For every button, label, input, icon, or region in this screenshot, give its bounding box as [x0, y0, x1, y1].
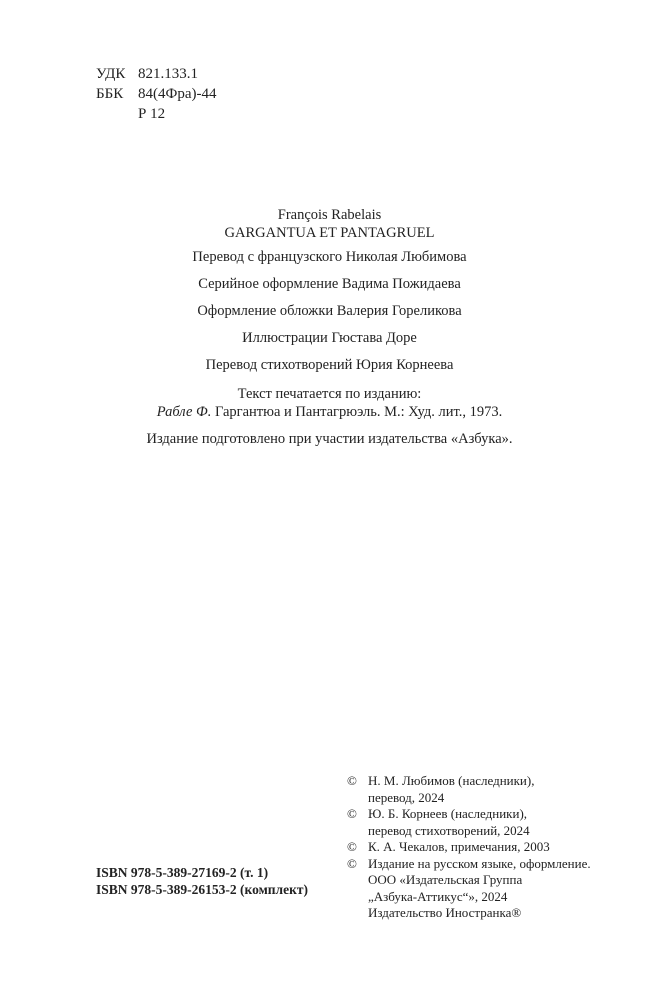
source-edition-citation	[0, 403, 659, 421]
original-title-block	[0, 206, 659, 242]
author-mark-row	[96, 104, 217, 124]
copyright-notices	[347, 773, 591, 922]
copyright-symbol: ©	[347, 773, 357, 788]
translator-credit: Перевод с французского Николая Любимова	[192, 249, 467, 265]
copyright-line: ООО «Издательская Группа	[368, 872, 523, 887]
udk-row	[96, 64, 217, 84]
copyright-line: Издание на русском языке, оформление.	[368, 855, 591, 871]
copyright-symbol: ©	[347, 806, 357, 821]
copyright-item	[347, 839, 591, 856]
classification-block	[96, 64, 217, 124]
udk-label: УДК	[96, 66, 126, 82]
original-title: GARGANTUA ET PANTAGRUEL	[224, 225, 435, 241]
copyright-line: Н. М. Любимов (наследники),	[368, 773, 535, 788]
author-mark: Р 12	[138, 106, 166, 122]
copyright-item	[347, 806, 591, 839]
cover-design-credit: Оформление обложки Валерия Гореликова	[197, 303, 462, 319]
bbk-label: ББК	[96, 86, 124, 102]
udk-value: 821.133.1	[138, 66, 198, 82]
original-author: François Rabelais	[277, 207, 382, 223]
copyright-line: перевод, 2024	[368, 789, 445, 805]
source-edition-block	[0, 385, 659, 421]
copyright-symbol: ©	[347, 855, 357, 871]
copyright-line: перевод стихотворений, 2024	[368, 822, 530, 838]
source-edition-intro: Текст печатается по изданию:	[237, 386, 422, 402]
series-design-credit: Серийное оформление Вадима Пожидаева	[198, 276, 461, 292]
source-edition-author: Рабле Ф.	[156, 404, 212, 420]
isbn-set: ISBN 978-5-389-26153-2 (комплект)	[96, 882, 309, 897]
source-edition-details: Гаргантюа и Пантагрюэль. М.: Худ. лит., 1973.	[211, 404, 503, 420]
prepared-note: Издание подготовлено при участии издательства «Азбука».	[146, 431, 513, 447]
copyright-line: Ю. Б. Корнеев (наследники),	[368, 806, 528, 821]
isbn-volume: ISBN 978-5-389-27169-2 (т. 1)	[96, 865, 269, 880]
copyright-line: „Азбука-Аттикус“», 2024	[368, 888, 508, 904]
bbk-value: 84(4Фра)-44	[138, 86, 217, 102]
copyright-line: Издательство Иностранка®	[368, 905, 522, 920]
copyright-symbol: ©	[347, 839, 357, 854]
copyright-item	[347, 856, 591, 922]
copyright-line: К. А. Чекалов, примечания, 2003	[368, 839, 550, 854]
isbn-block	[96, 864, 308, 898]
bbk-row	[96, 84, 217, 104]
copyright-item	[347, 773, 591, 806]
illustrations-credit: Иллюстрации Гюстава Доре	[242, 330, 417, 346]
poems-translation-credit: Перевод стихотворений Юрия Корнеева	[205, 357, 454, 373]
